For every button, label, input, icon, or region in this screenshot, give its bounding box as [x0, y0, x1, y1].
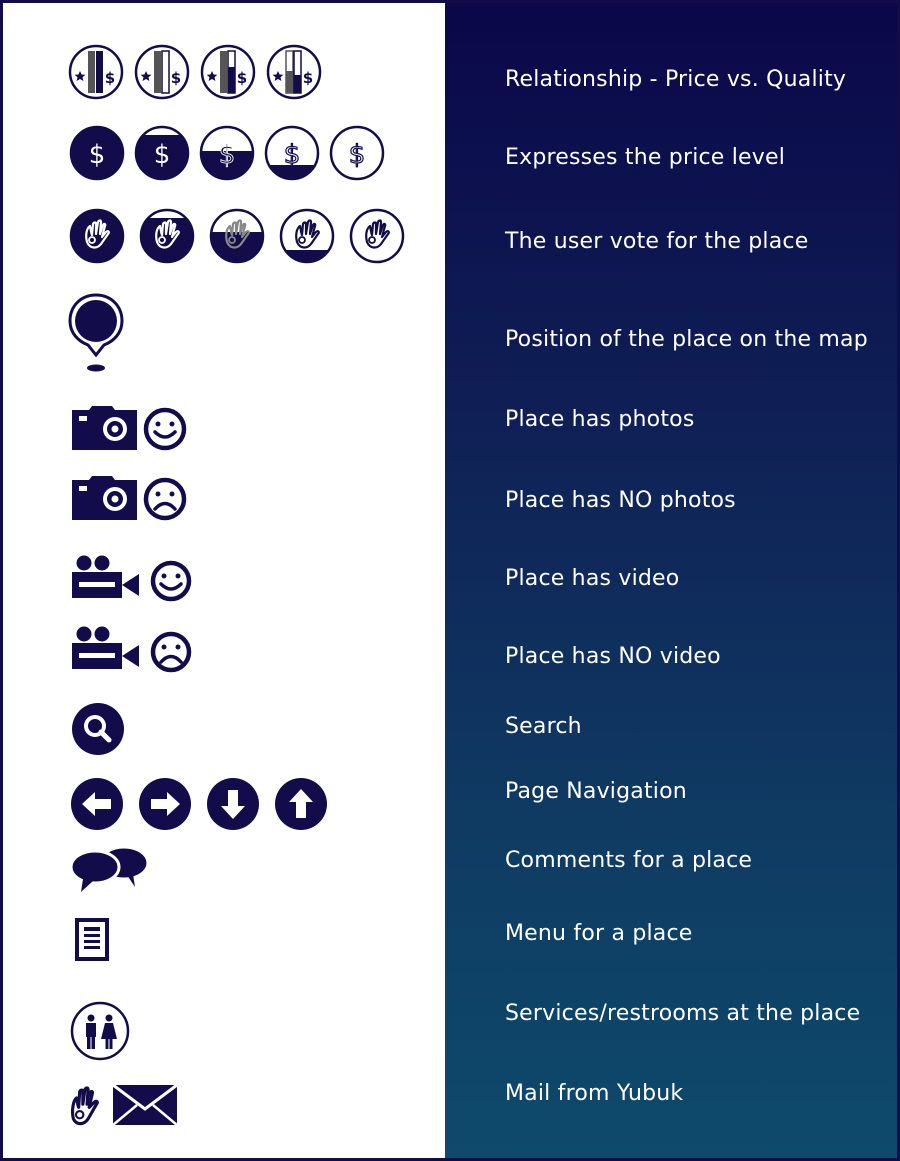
svg-text:$: $ [218, 140, 236, 170]
video-camera-happy-icon [67, 554, 197, 604]
speech-bubbles-icon [67, 845, 157, 895]
legend-label-no-photos: Place has NO photos [505, 488, 736, 513]
legend-label-comments: Comments for a place [505, 848, 753, 873]
legend-label-price-quality: Relationship - Price vs. Quality [505, 67, 847, 92]
legend-label-search: Search [505, 714, 582, 739]
camera-sad-icon [67, 474, 197, 524]
svg-text:$: $ [283, 140, 301, 170]
legend-label-no-video: Place has NO video [505, 644, 721, 669]
legend-label-user-vote: The user vote for the place [505, 229, 809, 254]
legend-label-services: Services/restrooms at the place [505, 1001, 861, 1026]
svg-text:$: $ [88, 140, 106, 170]
price-quality-bars-icon [67, 43, 327, 101]
camera-happy-icon [67, 404, 197, 454]
dollar-circle-icon [67, 123, 397, 183]
svg-text:$: $ [348, 140, 366, 170]
arrow-circles-icon [67, 776, 337, 832]
legend-label-menu: Menu for a place [505, 921, 693, 946]
legend-label-mail: Mail from Yubuk [505, 1081, 684, 1106]
legend-label-map-position: Position of the place on the map [505, 327, 868, 352]
hand-mail-icon [67, 1081, 187, 1131]
legend-label-price-level: Expresses the price level [505, 145, 786, 170]
restroom-icon [67, 1001, 137, 1061]
hand-vote-circle-icon [67, 206, 417, 266]
video-camera-sad-icon [67, 625, 197, 675]
menu-document-icon [67, 917, 117, 963]
svg-text:$: $ [153, 140, 171, 170]
legend-label-page-navigation: Page Navigation [505, 779, 687, 804]
legend-label-has-video: Place has video [505, 566, 680, 591]
legend-label-has-photos: Place has photos [505, 407, 695, 432]
search-icon [67, 701, 127, 757]
map-pin-icon [67, 293, 127, 375]
